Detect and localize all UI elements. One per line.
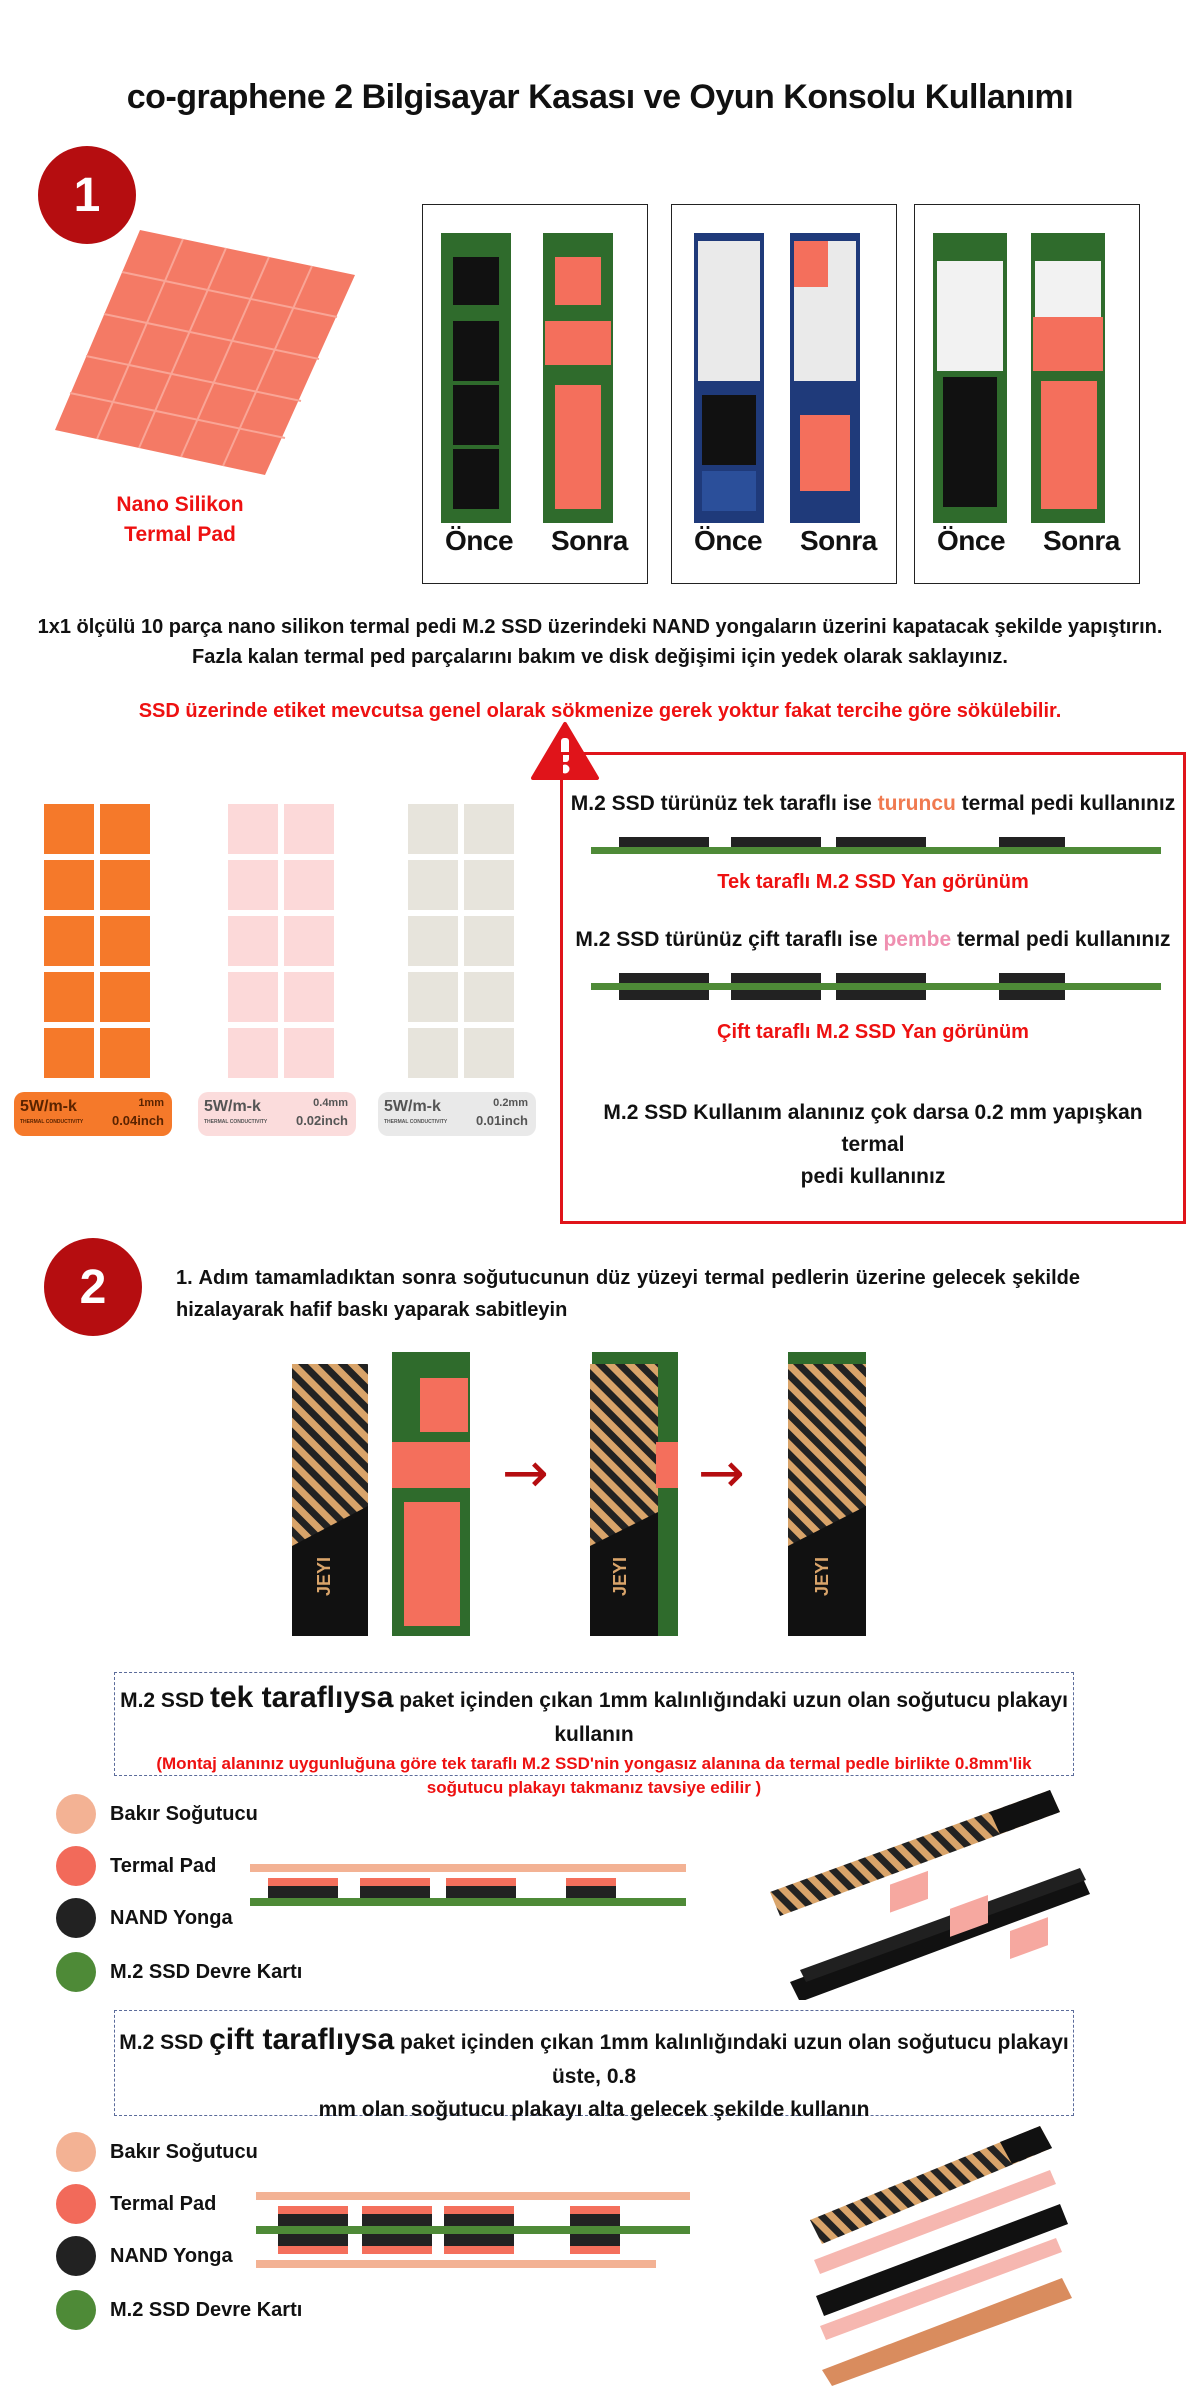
step2-line1: 1. Adım tamamladıktan sonra soğutucunun düz yüzeyi termal pedlerin üzerine gelecek şekilde: [176, 1267, 1080, 1289]
arrow-icon: →: [502, 1441, 549, 1506]
thermal-pad-square: [464, 1028, 514, 1078]
thermal-pad-square: [464, 804, 514, 854]
pad-conductivity-sub: THERMAL CONDUCTIVITY: [384, 1119, 448, 1125]
thermal-pad-square: [228, 860, 278, 910]
double-side-exploded-illustration: [800, 2120, 1100, 2390]
pad-spec-badge: [378, 1092, 536, 1136]
legend-color-dot: [56, 1898, 96, 1938]
legend-label: M.2 SSD Devre Kartı: [110, 2298, 303, 2321]
page-title: co-graphene 2 Bilgisayar Kasası ve Oyun Konsolu Kullanımı: [126, 78, 1074, 116]
before-label: Önce: [445, 525, 514, 556]
thermal-pad-square: [228, 972, 278, 1022]
thermal-pad-square: [100, 1028, 150, 1078]
double-box-pre: M.2 SSD: [119, 2031, 210, 2054]
thermal-pad-sheet-illustration: [50, 220, 360, 480]
thermal-pad-square: [408, 972, 458, 1022]
double-side-instruction: [563, 925, 1183, 955]
thermal-pad-square: [100, 916, 150, 966]
after-label: Sonra: [800, 525, 877, 556]
single-box-heading: [115, 1681, 1073, 1752]
pad-conductivity-sub: THERMAL CONDUCTIVITY: [20, 1119, 84, 1125]
single-side-instruction: [563, 789, 1183, 819]
thermal-pad-square: [44, 916, 94, 966]
legend-color-dot: [56, 2290, 96, 2330]
legend-color-dot: [56, 2132, 96, 2172]
pad-thickness-mm: 1mm: [138, 1097, 164, 1109]
pad-thickness-mm: 0.4mm: [313, 1097, 348, 1109]
thermal-pad-sheet: [30, 796, 170, 1080]
double-side-diagram: [591, 969, 1161, 1009]
legend-label: Bakır Soğutucu: [110, 2140, 258, 2163]
thermal-pad-square: [284, 860, 334, 910]
legend-label: NAND Yonga: [110, 1906, 233, 1929]
thermal-pad-square: [228, 1028, 278, 1078]
instruction-line-1: 1x1 ölçülü 10 parça nano silikon termal pedi M.2 SSD üzerindeki NAND yongaların üzerini kapatacak şekilde yapıştırın.: [37, 616, 1163, 638]
double-side-caption: Çift taraflı M.2 SSD Yan görünüm: [717, 1021, 1029, 1043]
thermal-pad-square: [44, 1028, 94, 1078]
single-side-caption: Tek taraflı M.2 SSD Yan görünüm: [717, 871, 1029, 893]
thermal-pad-square: [228, 804, 278, 854]
pad-thickness-inch: 0.04inch: [111, 1113, 164, 1128]
thermal-pad-square: [408, 860, 458, 910]
ssd-example-2: [671, 204, 897, 584]
thermal-pad-square: [284, 972, 334, 1022]
single-box-note2: soğutucu plakayı takmanız tavsiye edilir ): [426, 1778, 762, 1797]
thermal-pad-square: [44, 972, 94, 1022]
legend-label: NAND Yonga: [110, 2244, 233, 2267]
before-label: Önce: [694, 525, 763, 556]
pad-thickness-inch: 0.01inch: [475, 1113, 528, 1128]
single-side-diagram: [591, 833, 1161, 863]
after-label: Sonra: [1043, 525, 1120, 556]
single-box-post: paket içinden çıkan 1mm kalınlığındaki uzun olan soğutucu plakayı kullanın: [393, 1689, 1068, 1746]
legend-item: [56, 1794, 302, 1834]
ssd-3-before-after-image: [915, 205, 1139, 525]
label-warning: SSD üzerinde etiket mevcutsa genel olarak sökmenize gerek yoktur fakat tercihe göre sökülebilir.: [138, 700, 1062, 722]
small-note-line2: pedi kullanınız: [800, 1165, 946, 1188]
pad-conductivity-sub: THERMAL CONDUCTIVITY: [204, 1119, 268, 1125]
info-box: [560, 752, 1186, 1224]
thermal-pad-square: [44, 804, 94, 854]
single-color-word: turuncu: [877, 792, 956, 815]
pad-thickness-inch: 0.02inch: [295, 1113, 348, 1128]
small-note-line1: M.2 SSD Kullanım alanınız çok darsa 0.2 mm yapışkan termal: [603, 1101, 1143, 1156]
thermal-pad-square: [464, 916, 514, 966]
thermal-pad-sheet: [214, 796, 354, 1080]
pad-label-line2: Termal Pad: [124, 523, 236, 546]
legend-label: Bakır Soğutucu: [110, 1802, 258, 1825]
pad-label-line1: Nano Silikon: [116, 493, 244, 516]
thermal-pad-square: [228, 916, 278, 966]
single-side-info-box: [114, 1672, 1074, 1797]
legend-label: M.2 SSD Devre Kartı: [110, 1960, 303, 1983]
brand-text-3: JEYI: [812, 1556, 832, 1596]
step-number-badge: 1: [38, 146, 136, 244]
pad-spec-badge: [14, 1092, 172, 1136]
ssd-1-before-after-image: [423, 205, 647, 525]
heatsink-assembly-steps: [280, 1346, 900, 1646]
double-box-heading: [115, 2023, 1073, 2094]
thermal-pad-square: [408, 804, 458, 854]
pad-thickness-mm: 0.2mm: [493, 1097, 528, 1109]
double-side-layer-diagram: [250, 2188, 700, 2284]
double-post-text: termal pedi kullanınız: [951, 928, 1171, 951]
thermal-pad-square: [284, 916, 334, 966]
small-space-note: [583, 1097, 1163, 1193]
pad-conductivity: 5W/m-k: [384, 1098, 441, 1115]
step2-line2: hizalayarak hafif baskı yaparak sabitleyin: [176, 1299, 568, 1321]
brand-text-2: JEYI: [610, 1556, 630, 1596]
legend-color-dot: [56, 2236, 96, 2276]
single-box-strong: tek taraflıysa: [209, 1681, 394, 1714]
legend-color-dot: [56, 1952, 96, 1992]
legend-label: Termal Pad: [110, 2192, 217, 2215]
legend-item: [56, 2132, 302, 2172]
thermal-pad-square: [100, 972, 150, 1022]
double-pre-text: M.2 SSD türünüz çift taraflı ise: [575, 928, 884, 951]
ssd-example-1: [422, 204, 648, 584]
double-box-post: paket içinden çıkan 1mm kalınlığındaki uzun olan soğutucu plakayı üste, 0.8: [394, 2031, 1069, 2088]
double-box-strong: çift taraflıysa: [209, 2023, 395, 2056]
thermal-pad-square: [408, 1028, 458, 1078]
single-pre-text: M.2 SSD türünüz tek taraflı ise: [570, 792, 878, 815]
legend-label: Termal Pad: [110, 1854, 217, 1877]
thermal-pad-square: [464, 972, 514, 1022]
double-side-info-box: [114, 2010, 1074, 2121]
pad-conductivity: 5W/m-k: [204, 1098, 261, 1115]
brand-text-1: JEYI: [314, 1556, 334, 1596]
thermal-pad-sheet: [394, 796, 534, 1080]
thermal-pad-square: [464, 860, 514, 910]
legend-color-dot: [56, 2184, 96, 2224]
ssd-2-before-after-image: [672, 205, 896, 525]
instruction-line-2: Fazla kalan termal ped parçalarını bakım ve disk değişimi için yedek olarak saklayınız.: [192, 646, 1008, 668]
thermal-pad-square: [100, 804, 150, 854]
thermal-pad-square: [408, 916, 458, 966]
thermal-pad-square: [44, 860, 94, 910]
thermal-pad-square: [284, 1028, 334, 1078]
legend-item: [56, 1952, 302, 1992]
single-side-layer-diagram: [250, 1860, 690, 1916]
legend-item: [56, 2290, 302, 2330]
thermal-pad-square: [284, 804, 334, 854]
arrow-icon: →: [698, 1441, 745, 1506]
double-color-word: pembe: [883, 928, 952, 951]
single-post-text: termal pedi kullanınız: [955, 792, 1176, 815]
after-label: Sonra: [551, 525, 628, 556]
thermal-pad-square: [100, 860, 150, 910]
pad-spec-badge: [198, 1092, 356, 1136]
before-label: Önce: [937, 525, 1006, 556]
single-box-note1: (Montaj alanınız uygunluğuna göre tek taraflı M.2 SSD'nin yongasız alanına da termal pedle birlikte 0.8mm'lik: [156, 1754, 1032, 1773]
legend-color-dot: [56, 1794, 96, 1834]
legend-color-dot: [56, 1846, 96, 1886]
step-number-badge: 2: [44, 1238, 142, 1336]
ssd-example-3: [914, 204, 1140, 584]
pad-conductivity: 5W/m-k: [20, 1098, 77, 1115]
double-box-line2: mm olan soğutucu plakayı alta gelecek şekilde kullanın: [318, 2098, 870, 2121]
single-side-exploded-illustration: [760, 1782, 1100, 2000]
single-box-pre: M.2 SSD: [120, 1689, 210, 1712]
